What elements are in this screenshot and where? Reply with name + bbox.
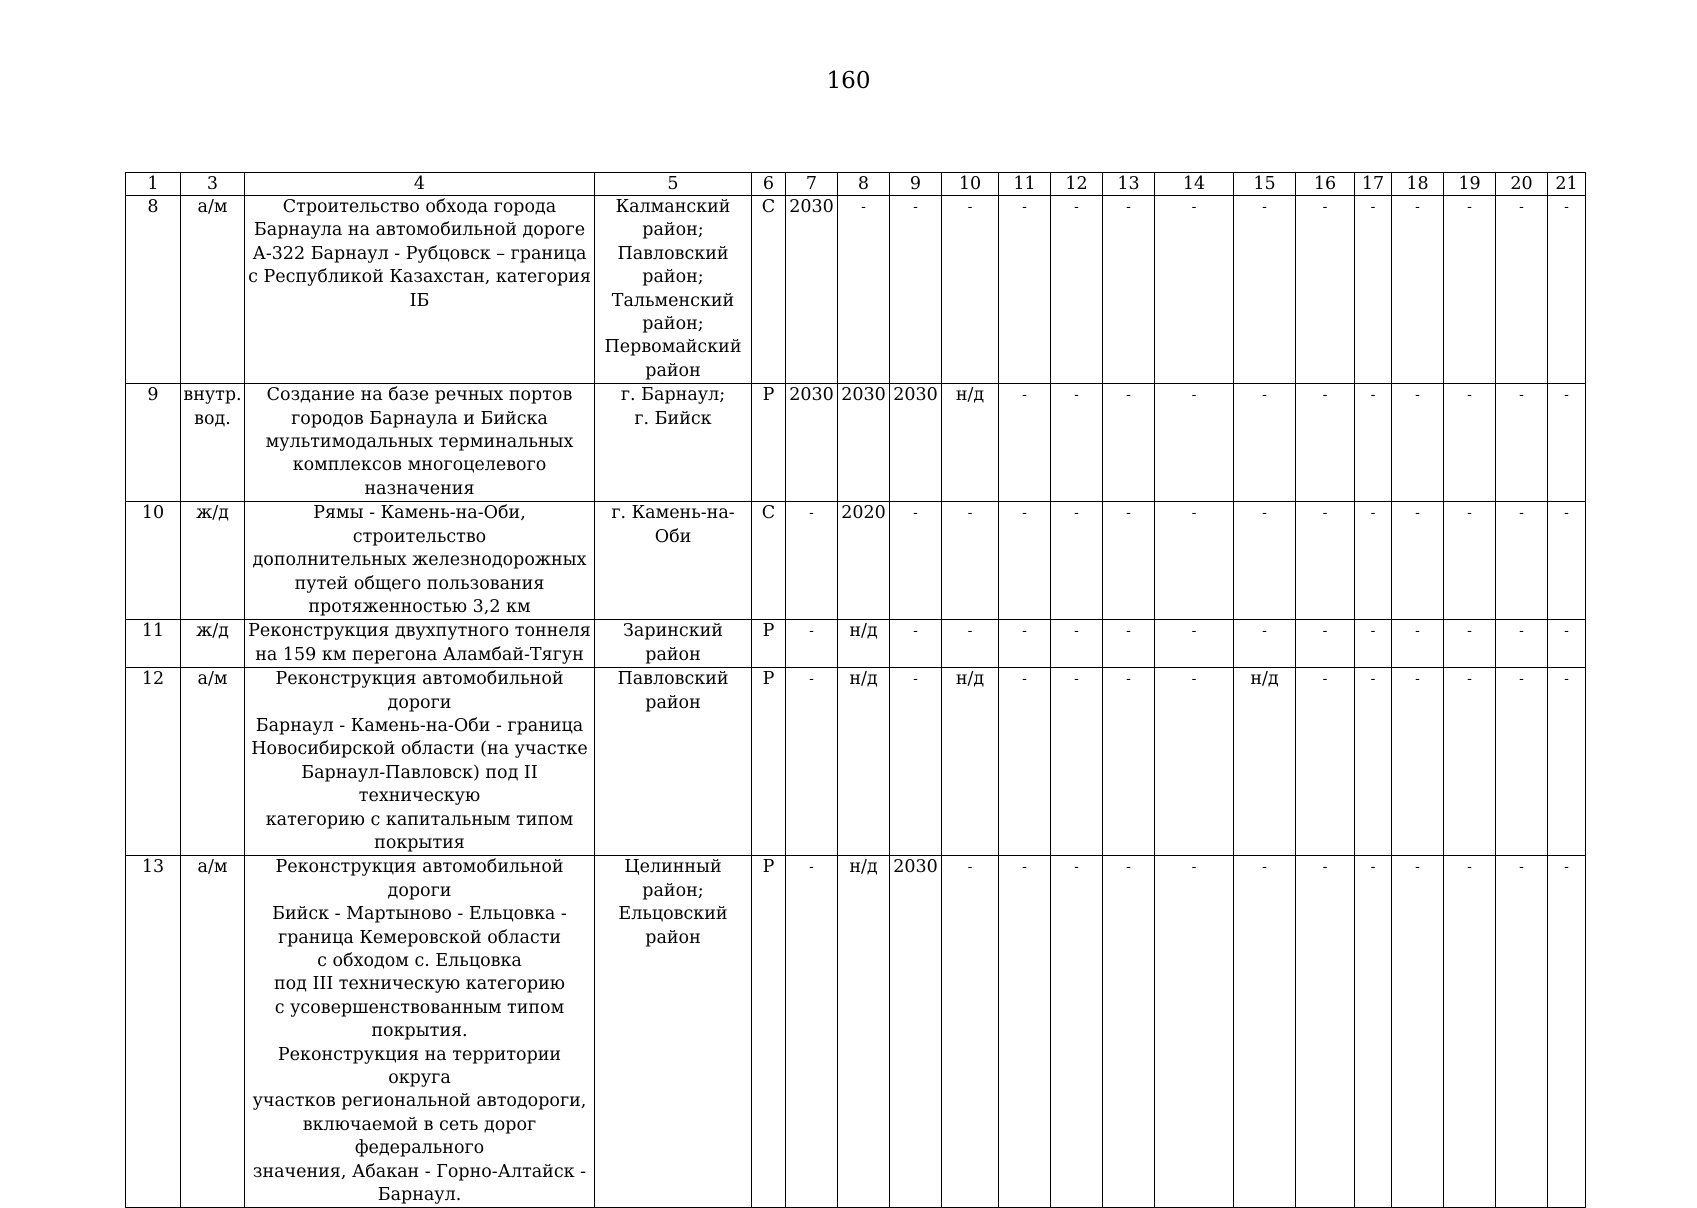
cell-line: протяженностью 3,2 км (308, 596, 531, 617)
table-cell: - (1548, 668, 1586, 856)
table-row (126, 384, 1586, 502)
table-cell: - (1234, 856, 1296, 1208)
table-cell: - (1234, 196, 1296, 384)
table-cell: ж/д (181, 620, 245, 668)
cell-line: на 159 км перегона Аламбай-Тягун (255, 644, 584, 665)
table-cell: - (1234, 620, 1296, 668)
column-header: 16 (1296, 173, 1355, 196)
table-cell: - (1355, 668, 1392, 856)
table-cell (595, 196, 752, 384)
cell-line: Реконструкция автомобильной дороги (275, 857, 564, 901)
column-header: 7 (786, 173, 838, 196)
table-cell: - (1392, 668, 1444, 856)
table-cell (181, 384, 245, 502)
table-cell: - (999, 196, 1051, 384)
cell-line: Создание на базе речных портов (266, 385, 573, 406)
cell-line: Новосибирской области (на участке (251, 739, 588, 760)
table-cell: - (1051, 502, 1103, 620)
table-cell: - (1355, 856, 1392, 1208)
column-header: 4 (245, 173, 595, 196)
table-cell: н/д (838, 668, 890, 856)
table-cell: - (942, 196, 999, 384)
table-cell: - (1392, 384, 1444, 502)
table-cell: - (1103, 502, 1155, 620)
cell-line: покрытия. (371, 1021, 468, 1042)
column-header: 21 (1548, 173, 1586, 196)
table-cell: - (1155, 196, 1234, 384)
cell-line: Бийск - Мартыново - Ельцовка - (272, 904, 567, 925)
table-cell: - (1103, 196, 1155, 384)
column-header: 3 (181, 173, 245, 196)
table-cell: - (1392, 620, 1444, 668)
cell-line: Строительство обхода города (282, 197, 557, 217)
cell-line: г. Камень-на- (611, 503, 735, 524)
table-cell: - (1103, 856, 1155, 1208)
table-cell: - (1355, 384, 1392, 502)
table-cell: 10 (126, 502, 181, 620)
table-row (126, 620, 1586, 668)
table-cell (245, 668, 595, 856)
cell-line: район (645, 644, 701, 665)
column-header: 5 (595, 173, 752, 196)
table-cell: 2020 (838, 502, 890, 620)
table-cell: - (942, 502, 999, 620)
table-cell (595, 668, 752, 856)
column-header: 10 (942, 173, 999, 196)
cell-line: район; (642, 314, 704, 335)
page-number: 160 (826, 68, 871, 94)
cell-line: район (645, 360, 701, 381)
table-cell: - (1496, 668, 1548, 856)
table-cell: - (999, 668, 1051, 856)
cell-line: Барнаул-Павловск) под II техническую (301, 762, 538, 807)
column-header: 11 (999, 173, 1051, 196)
table-cell: Р (752, 668, 786, 856)
table-cell: - (1548, 196, 1586, 384)
table-cell: С (752, 196, 786, 384)
table-cell: - (1548, 384, 1586, 502)
table-row (126, 502, 1586, 620)
column-header: 14 (1155, 173, 1234, 196)
cell-line: Павловский (617, 669, 729, 690)
table-cell: - (786, 502, 838, 620)
cell-line: район; (642, 267, 704, 288)
table-cell: - (1496, 856, 1548, 1208)
table-cell: а/м (181, 668, 245, 856)
table-cell: - (1051, 668, 1103, 856)
table-cell: - (890, 668, 942, 856)
table-cell: 9 (126, 384, 181, 502)
table-cell: - (1496, 620, 1548, 668)
table-cell: - (1355, 502, 1392, 620)
table-cell: - (1296, 384, 1355, 502)
cell-line: значения, Абакан - Горно-Алтайск - (252, 1161, 587, 1182)
table-cell: - (1548, 620, 1586, 668)
column-header: 9 (890, 173, 942, 196)
table-cell (245, 384, 595, 502)
table-cell: - (1296, 668, 1355, 856)
table-cell: - (1155, 384, 1234, 502)
table-cell: - (786, 620, 838, 668)
column-header: 1 (126, 173, 181, 196)
cell-line: Реконструкция на территории округа (277, 1044, 562, 1089)
table-cell: - (890, 502, 942, 620)
table-cell: - (1103, 384, 1155, 502)
column-header: 17 (1355, 173, 1392, 196)
table-cell: - (1103, 668, 1155, 856)
cell-line: участков региональной автодороги, (252, 1091, 587, 1112)
table-cell: 2030 (890, 384, 942, 502)
table-cell: н/д (942, 668, 999, 856)
cell-line: А-322 Барнаул - Рубцовск – граница (252, 243, 587, 264)
table-cell: н/д (1234, 668, 1296, 856)
cell-line: комплексов многоцелевого назначения (292, 455, 547, 499)
table-cell: - (1444, 502, 1496, 620)
cell-line: граница Кемеровской области (277, 927, 562, 948)
table-cell: н/д (942, 384, 999, 502)
table-cell: - (1051, 196, 1103, 384)
table-cell: - (1296, 620, 1355, 668)
table-cell: - (1548, 502, 1586, 620)
table-cell: 13 (126, 856, 181, 1208)
cell-line: Тальменский (611, 290, 735, 311)
cell-line: покрытия (374, 832, 465, 853)
table-cell: - (1234, 502, 1296, 620)
table-cell: - (1355, 620, 1392, 668)
table-cell: - (1296, 856, 1355, 1208)
table-cell (245, 502, 595, 620)
table-cell (595, 502, 752, 620)
column-header: 12 (1051, 173, 1103, 196)
table-cell: - (1051, 620, 1103, 668)
cell-line: категорию с капитальным типом (265, 809, 574, 830)
table-row (126, 668, 1586, 856)
cell-line: Реконструкция автомобильной дороги (275, 669, 564, 713)
cell-line: Павловский (617, 243, 729, 264)
table-cell: а/м (181, 856, 245, 1208)
table-cell: - (838, 196, 890, 384)
table-cell: 8 (126, 196, 181, 384)
data-table (125, 172, 1586, 1208)
table-cell: н/д (838, 620, 890, 668)
table-cell: - (1444, 856, 1496, 1208)
table-cell: - (1444, 196, 1496, 384)
column-header: 6 (752, 173, 786, 196)
table-cell: - (1296, 502, 1355, 620)
cell-line: г. Бийск (634, 408, 712, 429)
table-row (126, 196, 1586, 384)
column-header: 13 (1103, 173, 1155, 196)
table-cell: - (890, 620, 942, 668)
cell-line: Барнаул - Камень-на-Оби - граница (255, 715, 584, 736)
cell-line: Рямы - Камень-на-Оби, строительство (313, 503, 526, 547)
cell-line: городов Барнаула и Бийска (291, 408, 548, 429)
table-cell (595, 620, 752, 668)
cell-line: Ельцовский (618, 904, 728, 925)
table-cell: - (1548, 856, 1586, 1208)
header-row (126, 173, 1586, 196)
table-cell: - (1155, 620, 1234, 668)
table-cell (245, 620, 595, 668)
cell-line: район (645, 692, 701, 713)
table-cell: - (1392, 502, 1444, 620)
cell-line: Реконструкция двухпутного тоннеля (248, 621, 591, 642)
table-cell: - (1155, 502, 1234, 620)
table-cell: - (999, 502, 1051, 620)
table-cell: - (1444, 384, 1496, 502)
table-cell: - (1392, 856, 1444, 1208)
cell-line: внутр. (183, 385, 242, 406)
table-cell: - (999, 620, 1051, 668)
table-cell (245, 856, 595, 1208)
cell-line: Целинный (624, 857, 722, 878)
table-cell: 12 (126, 668, 181, 856)
table-cell: - (1103, 620, 1155, 668)
cell-line: с Республикой Казахстан, категория IБ (248, 267, 591, 311)
table-cell: - (999, 856, 1051, 1208)
table-cell: - (1392, 196, 1444, 384)
table-cell: - (1444, 620, 1496, 668)
column-header: 20 (1496, 173, 1548, 196)
cell-line: путей общего пользования (294, 573, 545, 594)
cell-line: Барнаула на автомобильной дороге (253, 220, 586, 241)
cell-line: под III техническую категорию (273, 974, 566, 995)
table-cell: - (1051, 384, 1103, 502)
table-cell: 2030 (786, 196, 838, 384)
column-header: 15 (1234, 173, 1296, 196)
table-cell: - (1296, 196, 1355, 384)
table-cell: - (1496, 502, 1548, 620)
table-cell: 2030 (890, 856, 942, 1208)
table-cell (595, 384, 752, 502)
column-header: 18 (1392, 173, 1444, 196)
table-cell: Р (752, 620, 786, 668)
cell-line: Первомайский (604, 337, 742, 358)
cell-line: с обходом с. Ельцовка (317, 951, 522, 971)
table-cell: - (786, 856, 838, 1208)
cell-line: включаемой в сеть дорог федерального (302, 1114, 537, 1159)
table-cell: - (890, 196, 942, 384)
table-cell: - (1496, 196, 1548, 384)
table-cell: а/м (181, 196, 245, 384)
table-cell: - (1355, 196, 1392, 384)
table-cell (245, 196, 595, 384)
table-cell: С (752, 502, 786, 620)
cell-line: дополнительных железнодорожных (252, 550, 587, 571)
table-cell: - (942, 856, 999, 1208)
cell-line: Заринский (623, 621, 723, 642)
cell-line: г. Барнаул; (620, 385, 726, 406)
table-cell: - (786, 668, 838, 856)
table-cell: - (1155, 668, 1234, 856)
cell-line: район (645, 927, 701, 948)
table-cell: - (1496, 384, 1548, 502)
table-cell: - (1155, 856, 1234, 1208)
column-header: 8 (838, 173, 890, 196)
table-cell: - (999, 384, 1051, 502)
cell-line: Оби (654, 526, 692, 547)
column-header: 19 (1444, 173, 1496, 196)
table-cell: 2030 (786, 384, 838, 502)
table-row (126, 856, 1586, 1208)
cell-line: район; (642, 220, 704, 241)
table-cell: 11 (126, 620, 181, 668)
cell-line: район; (642, 880, 704, 901)
cell-line: с усовершенствованным типом (274, 997, 565, 1018)
table-cell: - (1234, 384, 1296, 502)
table-cell (595, 856, 752, 1208)
cell-line: вод. (194, 408, 231, 429)
table-cell: - (1444, 668, 1496, 856)
table-cell: 2030 (838, 384, 890, 502)
table-cell: Р (752, 856, 786, 1208)
table-cell: Р (752, 384, 786, 502)
table-cell: ж/д (181, 502, 245, 620)
cell-line: мультимодальных терминальных (265, 432, 574, 453)
cell-line: Калманский (615, 197, 731, 217)
table-cell: - (942, 620, 999, 668)
table-cell: - (1051, 856, 1103, 1208)
table-cell: н/д (838, 856, 890, 1208)
cell-line: Барнаул. (377, 1185, 462, 1206)
